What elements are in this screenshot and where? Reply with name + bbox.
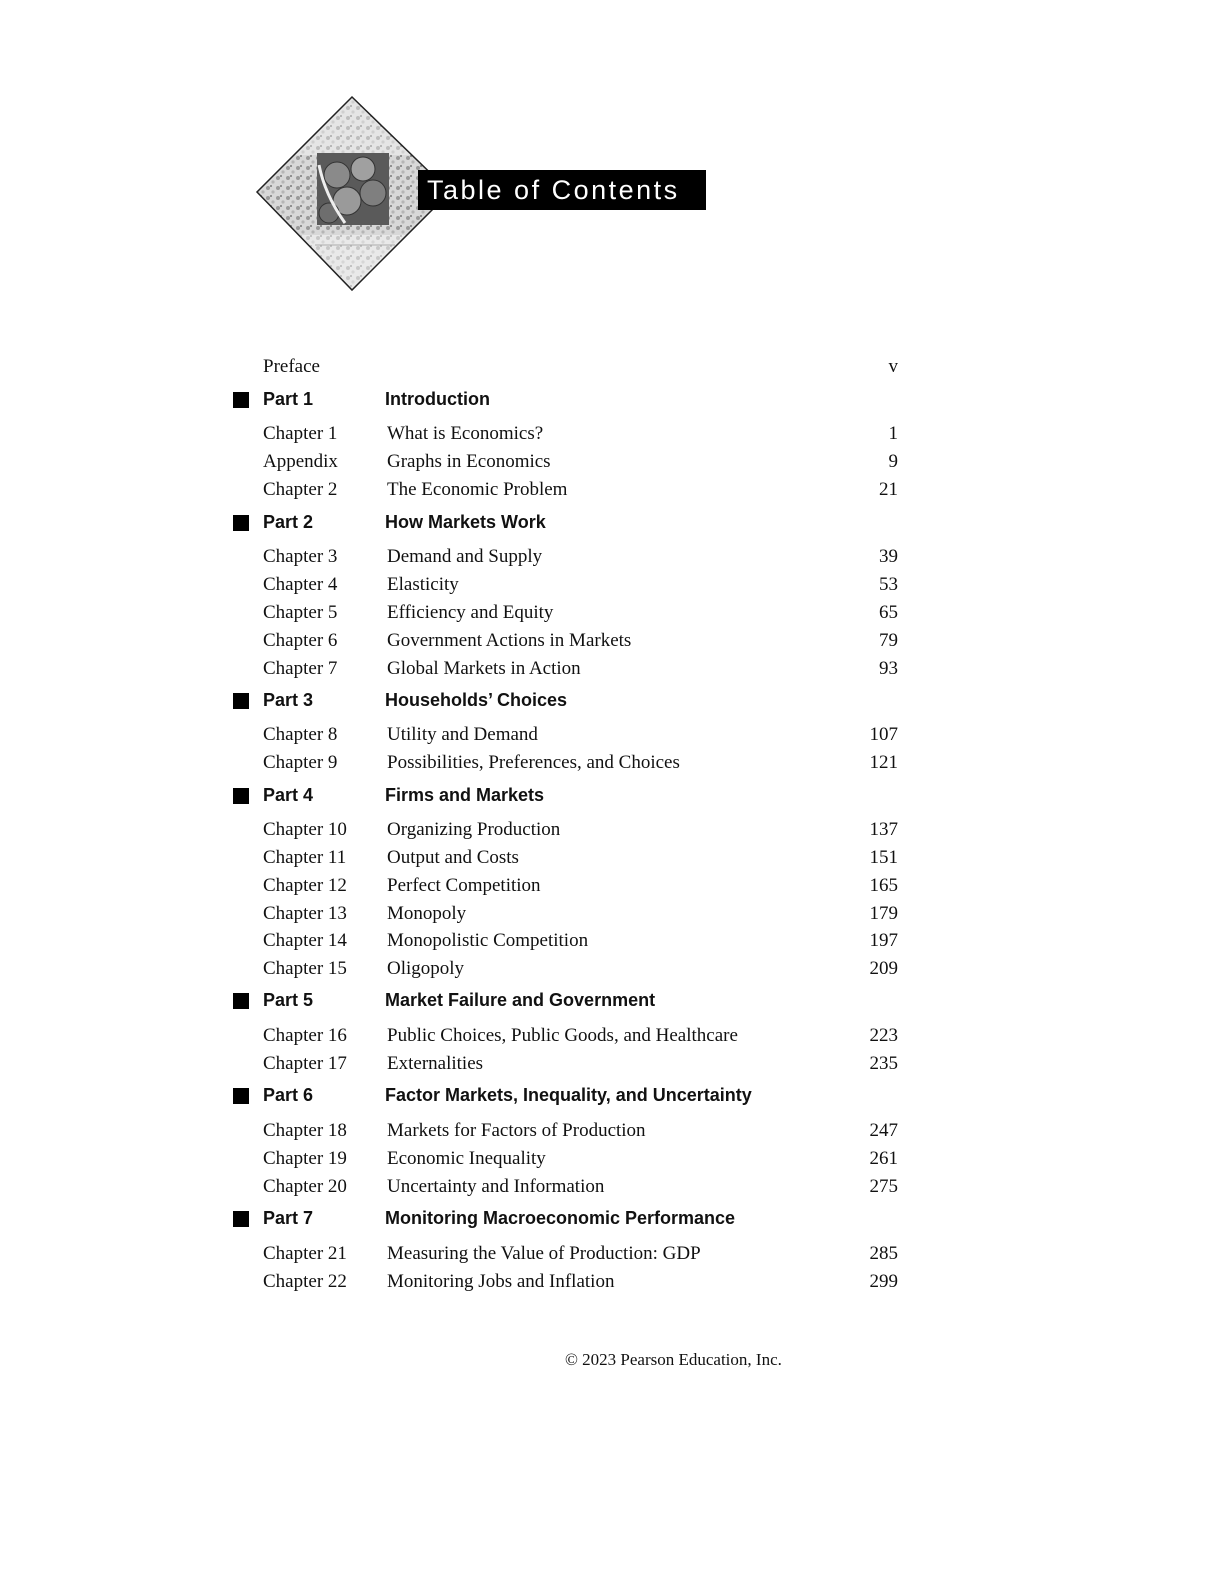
chapter-title: Utility and Demand bbox=[387, 724, 538, 745]
part-title: Market Failure and Government bbox=[385, 990, 656, 1010]
chapter-label: Chapter 10 bbox=[263, 819, 347, 840]
part-label: Part 4 bbox=[263, 785, 314, 805]
preface-label: Preface bbox=[263, 356, 320, 377]
chapter-row[interactable] bbox=[0, 1271, 1224, 1299]
chapter-row[interactable] bbox=[0, 752, 1224, 780]
chapter-label: Chapter 13 bbox=[263, 903, 347, 924]
chapter-title: Measuring the Value of Production: GDP bbox=[387, 1243, 701, 1264]
chapter-label: Chapter 19 bbox=[263, 1148, 347, 1169]
chapter-label: Chapter 16 bbox=[263, 1025, 347, 1046]
chapter-label: Chapter 15 bbox=[263, 958, 347, 979]
part-heading bbox=[0, 389, 1224, 417]
chapter-label: Chapter 18 bbox=[263, 1120, 347, 1141]
chapter-page: 39 bbox=[879, 546, 898, 567]
bullet-square-icon bbox=[233, 1088, 249, 1104]
chapter-row[interactable] bbox=[0, 1148, 1224, 1176]
bullet-square-icon bbox=[233, 392, 249, 408]
toc-preface-row[interactable] bbox=[0, 356, 1224, 384]
chapter-label: Chapter 14 bbox=[263, 930, 347, 951]
chapter-title: Efficiency and Equity bbox=[387, 602, 554, 623]
chapter-page: 209 bbox=[869, 958, 898, 979]
chapter-title: Graphs in Economics bbox=[387, 451, 551, 472]
part-heading bbox=[0, 512, 1224, 540]
chapter-row[interactable] bbox=[0, 847, 1224, 875]
copyright-notice: © 2023 Pearson Education, Inc. bbox=[565, 1350, 782, 1369]
chapter-page: 9 bbox=[888, 451, 898, 472]
chapter-page: 235 bbox=[869, 1053, 898, 1074]
chapter-row[interactable] bbox=[0, 1120, 1224, 1148]
chapter-label: Chapter 22 bbox=[263, 1271, 347, 1292]
chapter-title: The Economic Problem bbox=[387, 479, 568, 500]
chapter-title: Monopoly bbox=[387, 903, 467, 924]
part-label: Part 1 bbox=[263, 389, 314, 409]
chapter-row[interactable] bbox=[0, 958, 1224, 986]
chapter-title: Economic Inequality bbox=[387, 1148, 546, 1169]
chapter-label: Chapter 8 bbox=[263, 724, 338, 745]
chapter-label: Chapter 11 bbox=[263, 847, 347, 868]
part-label: Part 7 bbox=[263, 1208, 314, 1228]
chapter-title: Markets for Factors of Production bbox=[387, 1120, 646, 1141]
chapter-page: 223 bbox=[869, 1025, 898, 1046]
part-heading bbox=[0, 785, 1224, 813]
chapter-label: Chapter 3 bbox=[263, 546, 338, 567]
chapter-page: 107 bbox=[869, 724, 898, 745]
part-title: Introduction bbox=[385, 389, 490, 409]
bullet-square-icon bbox=[233, 1211, 249, 1227]
chapter-page: 1 bbox=[888, 423, 898, 444]
chapter-page: 275 bbox=[869, 1176, 898, 1197]
chapter-title: Demand and Supply bbox=[387, 546, 543, 567]
chapter-label: Chapter 2 bbox=[263, 479, 338, 500]
part-heading bbox=[0, 1085, 1224, 1113]
chapter-page: 285 bbox=[869, 1243, 898, 1264]
chapter-title: Perfect Competition bbox=[387, 875, 541, 896]
chapter-row[interactable] bbox=[0, 479, 1224, 507]
chapter-title: Global Markets in Action bbox=[387, 658, 581, 679]
chapter-page: 247 bbox=[869, 1120, 898, 1141]
chapter-page: 79 bbox=[879, 630, 898, 651]
chapter-label: Chapter 1 bbox=[263, 423, 338, 444]
chapter-title: Government Actions in Markets bbox=[387, 630, 632, 651]
chapter-row[interactable] bbox=[0, 546, 1224, 574]
chapter-page: 93 bbox=[879, 658, 898, 679]
bullet-square-icon bbox=[233, 515, 249, 531]
chapter-row[interactable] bbox=[0, 903, 1224, 931]
bullet-square-icon bbox=[233, 993, 249, 1009]
part-label: Part 3 bbox=[263, 690, 314, 710]
part-title: Monitoring Macroeconomic Performance bbox=[385, 1208, 736, 1228]
chapter-label: Chapter 4 bbox=[263, 574, 338, 595]
chapter-label: Chapter 5 bbox=[263, 602, 338, 623]
chapter-row[interactable] bbox=[0, 451, 1224, 479]
part-label: Part 5 bbox=[263, 990, 314, 1010]
chapter-label: Chapter 17 bbox=[263, 1053, 347, 1074]
preface-page: v bbox=[888, 356, 898, 377]
chapter-row[interactable] bbox=[0, 1243, 1224, 1271]
chapter-title: Possibilities, Preferences, and Choices bbox=[387, 752, 680, 773]
chapter-title: Elasticity bbox=[387, 574, 459, 595]
chapter-title: Organizing Production bbox=[387, 819, 561, 840]
chapter-page: 121 bbox=[869, 752, 898, 773]
chapter-title: Uncertainty and Information bbox=[387, 1176, 605, 1197]
chapter-label: Chapter 12 bbox=[263, 875, 347, 896]
chapter-title: Oligopoly bbox=[387, 958, 465, 979]
chapter-title: Public Choices, Public Goods, and Healthcare bbox=[387, 1025, 738, 1046]
chapter-row[interactable] bbox=[0, 602, 1224, 630]
chapter-page: 137 bbox=[869, 819, 898, 840]
part-heading bbox=[0, 990, 1224, 1018]
chapter-row[interactable] bbox=[0, 658, 1224, 686]
chapter-page: 261 bbox=[869, 1148, 898, 1169]
chapter-row[interactable] bbox=[0, 1025, 1224, 1053]
chapter-label: Chapter 7 bbox=[263, 658, 338, 679]
part-label: Part 6 bbox=[263, 1085, 314, 1105]
part-title: Households’ Choices bbox=[385, 690, 568, 710]
page-title: Table of Contents bbox=[418, 170, 706, 210]
chapter-row[interactable] bbox=[0, 630, 1224, 658]
chapter-title: Monitoring Jobs and Inflation bbox=[387, 1271, 615, 1292]
chapter-page: 197 bbox=[869, 930, 898, 951]
chapter-title: Externalities bbox=[387, 1053, 484, 1074]
chapter-label: Chapter 6 bbox=[263, 630, 338, 651]
chapter-page: 151 bbox=[869, 847, 898, 868]
chapter-row[interactable] bbox=[0, 875, 1224, 903]
chapter-page: 165 bbox=[869, 875, 898, 896]
chapter-page: 21 bbox=[879, 479, 898, 500]
chapter-title: What is Economics? bbox=[387, 423, 544, 444]
part-heading bbox=[0, 690, 1224, 718]
chapter-row[interactable] bbox=[0, 930, 1224, 958]
chapter-label: Chapter 21 bbox=[263, 1243, 347, 1264]
chapter-title: Monopolistic Competition bbox=[387, 930, 589, 951]
chapter-row[interactable] bbox=[0, 1176, 1224, 1204]
part-title: How Markets Work bbox=[385, 512, 546, 532]
chapter-page: 179 bbox=[869, 903, 898, 924]
chapter-title: Output and Costs bbox=[387, 847, 519, 868]
chapter-row[interactable] bbox=[0, 724, 1224, 752]
bullet-square-icon bbox=[233, 788, 249, 804]
part-heading bbox=[0, 1208, 1224, 1236]
part-title: Firms and Markets bbox=[385, 785, 545, 805]
bullet-square-icon bbox=[233, 693, 249, 709]
chapter-label: Chapter 20 bbox=[263, 1176, 347, 1197]
chapter-page: 53 bbox=[879, 574, 898, 595]
chapter-label: Appendix bbox=[263, 451, 338, 472]
chapter-row[interactable] bbox=[0, 574, 1224, 602]
part-title: Factor Markets, Inequality, and Uncertainty bbox=[385, 1085, 752, 1105]
chapter-row[interactable] bbox=[0, 819, 1224, 847]
chapter-page: 299 bbox=[869, 1271, 898, 1292]
chapter-page: 65 bbox=[879, 602, 898, 623]
chapter-label: Chapter 9 bbox=[263, 752, 338, 773]
part-label: Part 2 bbox=[263, 512, 314, 532]
chapter-row[interactable] bbox=[0, 423, 1224, 451]
chapter-row[interactable] bbox=[0, 1053, 1224, 1081]
